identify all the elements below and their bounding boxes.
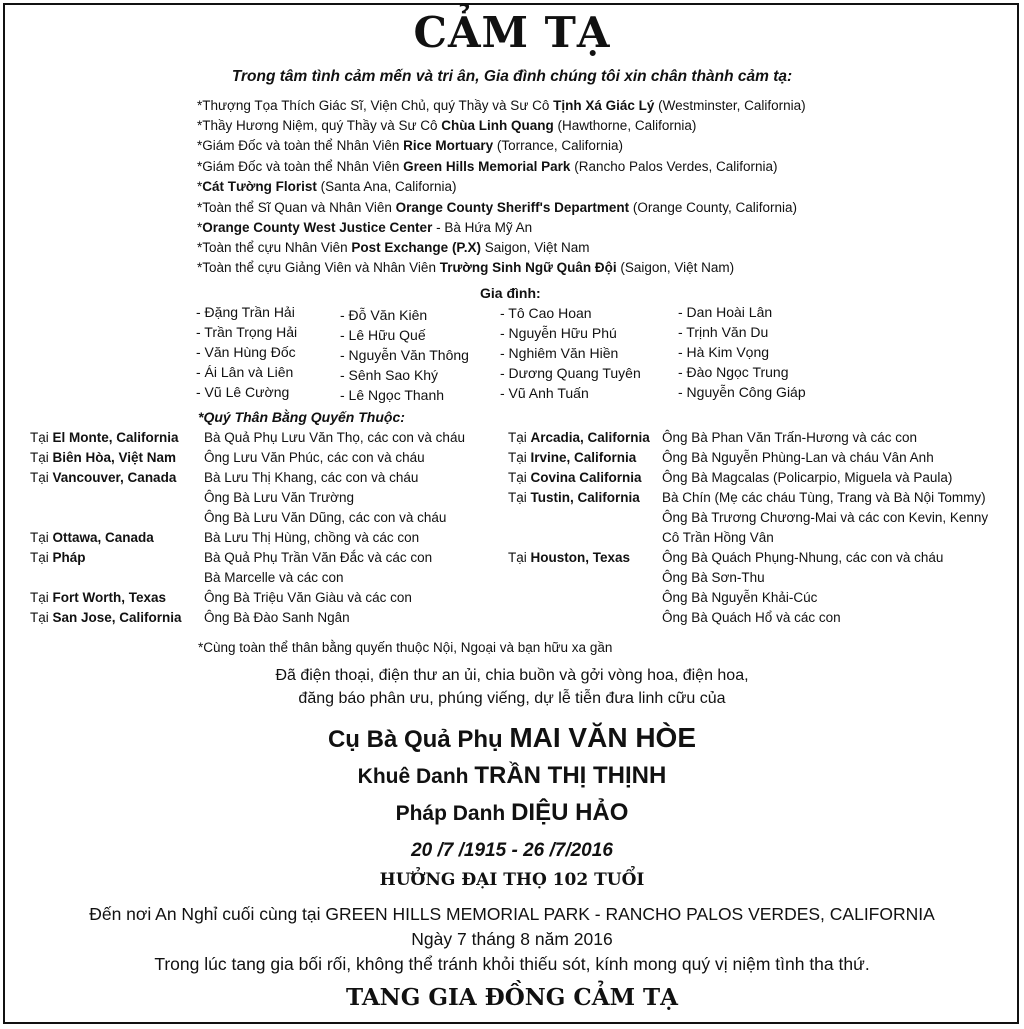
acknowledgement-item: *Giám Đốc và toàn thể Nhân Viên Green Hills Memorial Park (Rancho Palos Verdes, California) xyxy=(197,159,778,174)
acknowledgement-item: *Orange County West Justice Center - Bà Hứa Mỹ An xyxy=(197,220,533,235)
relative-location: Tại Arcadia, California xyxy=(508,430,650,445)
family-member: - Sênh Sao Khý xyxy=(340,367,439,383)
signature: TANG GIA ĐỒNG CẢM TẠ xyxy=(345,984,679,1011)
resting-place: Đến nơi An Nghỉ cuối cùng tại GREEN HILLS MEMORIAL PARK - RANCHO PALOS VERDES, CALIFORNIA xyxy=(89,904,935,924)
relative-entry: Ông Bà Magcalas (Policarpio, Miguela và Paula) xyxy=(662,470,953,485)
family-member: - Văn Hùng Đốc xyxy=(196,344,296,360)
relatives-footer: *Cùng toàn thể thân bằng quyến thuộc Nội, Ngoại và bạn hữu xa gần xyxy=(198,640,613,655)
relative-entry: Bà Chín (Mẹ các cháu Tùng, Trang và Bà Nội Tommy) xyxy=(662,490,986,505)
apology-line: Trong lúc tang gia bối rối, không thể tránh khỏi thiếu sót, kính mong quý vị niệm tình tha thứ. xyxy=(154,954,870,974)
khue-danh: Khuê Danh TRẦN THỊ THỊNH xyxy=(357,762,667,789)
relative-entry: Bà Marcelle và các con xyxy=(204,570,344,585)
relative-entry: Cô Trần Hồng Vân xyxy=(662,530,774,545)
family-member: - Nghiêm Văn Hiền xyxy=(500,345,619,361)
relative-entry: Bà Quả Phụ Lưu Văn Thọ, các con và cháu xyxy=(204,430,465,445)
relative-location: Tại Ottawa, Canada xyxy=(30,530,154,545)
service-date: Ngày 7 tháng 8 năm 2016 xyxy=(411,929,613,949)
relative-location: Tại Fort Worth, Texas xyxy=(30,590,167,605)
relative-entry: Ông Bà Quách Phụng-Nhung, các con và cháu xyxy=(662,550,944,565)
relative-entry: Ông Bà Quách Hổ và các con xyxy=(662,610,841,625)
family-member: - Lê Ngọc Thanh xyxy=(340,387,445,403)
relative-entry: Ông Bà Trương Chương-Mai và các con Kevin, Kenny xyxy=(662,510,989,525)
acknowledgement-item: *Toàn thể Sĩ Quan và Nhân Viên Orange County Sheriff's Department (Orange County, California) xyxy=(197,200,797,215)
relative-location: Tại Tustin, California xyxy=(508,490,640,505)
relative-entry: Bà Quả Phụ Trần Văn Đắc và các con xyxy=(204,550,433,565)
relative-entry: Ông Bà Nguyễn Phùng-Lan và cháu Vân Anh xyxy=(662,450,934,465)
family-member: - Nguyễn Hữu Phú xyxy=(500,325,617,341)
relative-location: Tại Vancouver, Canada xyxy=(30,470,177,485)
relative-entry: Bà Lưu Thị Hùng, chồng và các con xyxy=(204,530,420,545)
relative-entry: Ông Bà Lưu Văn Dũng, các con và cháu xyxy=(204,510,447,525)
relative-entry: Ông Bà Nguyễn Khải-Cúc xyxy=(662,590,818,605)
relative-location: Tại San Jose, California xyxy=(30,610,182,625)
intro-text: Trong tâm tình cảm mến và tri ân, Gia đình chúng tôi xin chân thành cảm tạ: xyxy=(231,68,793,85)
relative-entry: Ông Bà Sơn-Thu xyxy=(662,570,765,585)
family-member: - Nguyễn Văn Thông xyxy=(340,347,469,363)
relative-entry: Ông Bà Phan Văn Trấn-Hương và các con xyxy=(662,430,918,445)
acknowledgement-item: *Toàn thể cựu Giảng Viên và Nhân Viên Trường Sinh Ngữ Quân Đội (Saigon, Việt Nam) xyxy=(197,260,735,275)
relative-location: Tại Covina California xyxy=(508,470,642,485)
acknowledgement-item: *Toàn thể cựu Nhân Viên Post Exchange (P.X) Saigon, Việt Nam xyxy=(197,240,590,255)
closing-line-2: đăng báo phân ưu, phúng viếng, dự lễ tiễn đưa linh cữu của xyxy=(298,690,726,707)
family-member: - Vũ Lê Cường xyxy=(196,384,290,400)
family-member: - Tô Cao Hoan xyxy=(500,305,592,321)
relative-location: Tại El Monte, California xyxy=(30,430,179,445)
page-title: CẢM TẠ xyxy=(413,8,611,57)
family-member: - Dương Quang Tuyên xyxy=(500,365,641,381)
family-heading: Gia đình: xyxy=(480,285,541,301)
acknowledgement-item: *Thầy Hương Niệm, quý Thầy và Sư Cô Chùa Linh Quang (Hawthorne, California) xyxy=(197,118,697,133)
life-dates: 20 /7 /1915 - 26 /7/2016 xyxy=(411,840,613,861)
relative-location: Tại Houston, Texas xyxy=(508,550,631,565)
relative-entry: Bà Lưu Thị Khang, các con và cháu xyxy=(204,470,419,485)
acknowledgement-item: *Cát Tường Florist (Santa Ana, California) xyxy=(197,179,457,194)
relative-location: Tại Irvine, California xyxy=(508,450,637,465)
relative-entry: Ông Bà Triệu Văn Giàu và các con xyxy=(204,590,412,605)
family-member: - Hà Kim Vọng xyxy=(678,344,770,360)
relative-location: Tại Biên Hòa, Việt Nam xyxy=(30,450,177,465)
family-member: - Đào Ngọc Trung xyxy=(678,364,789,380)
family-member: - Đặng Trần Hải xyxy=(196,304,295,320)
relative-location: Tại Pháp xyxy=(30,550,86,565)
family-member: - Dan Hoài Lân xyxy=(678,304,773,320)
family-member: - Đỗ Văn Kiên xyxy=(340,307,428,323)
family-member: - Vũ Anh Tuấn xyxy=(500,385,589,401)
family-member: - Trần Trọng Hải xyxy=(196,324,298,340)
acknowledgement-item: *Giám Đốc và toàn thể Nhân Viên Rice Mortuary (Torrance, California) xyxy=(197,138,623,153)
relatives-heading: *Quý Thân Bằng Quyến Thuộc: xyxy=(198,409,405,425)
deceased-name: Cụ Bà Quả Phụ MAI VĂN HÒE xyxy=(327,722,697,753)
family-member: - Trịnh Văn Du xyxy=(678,324,769,340)
closing-line-1: Đã điện thoại, điện thư an ủi, chia buồn và gởi vòng hoa, điện hoa, xyxy=(275,667,749,684)
relative-entry: Ông Bà Lưu Văn Trường xyxy=(204,490,355,505)
family-member: - Nguyễn Công Giáp xyxy=(678,384,806,400)
family-member: - Ái Lân và Liên xyxy=(196,364,294,380)
phap-danh: Pháp Danh DIỆU HẢO xyxy=(395,799,629,826)
relative-entry: Ông Lưu Văn Phúc, các con và cháu xyxy=(204,450,425,465)
acknowledgement-item: *Thượng Tọa Thích Giác Sĩ, Viện Chủ, quý Thầy và Sư Cô Tịnh Xá Giác Lý (Westminster, California) xyxy=(197,98,806,113)
relative-entry: Ông Bà Đào Sanh Ngân xyxy=(204,610,350,625)
family-member: - Lê Hữu Quế xyxy=(340,327,426,343)
age-line: HƯỞNG ĐẠI THỌ 102 TUỔI xyxy=(379,870,645,890)
